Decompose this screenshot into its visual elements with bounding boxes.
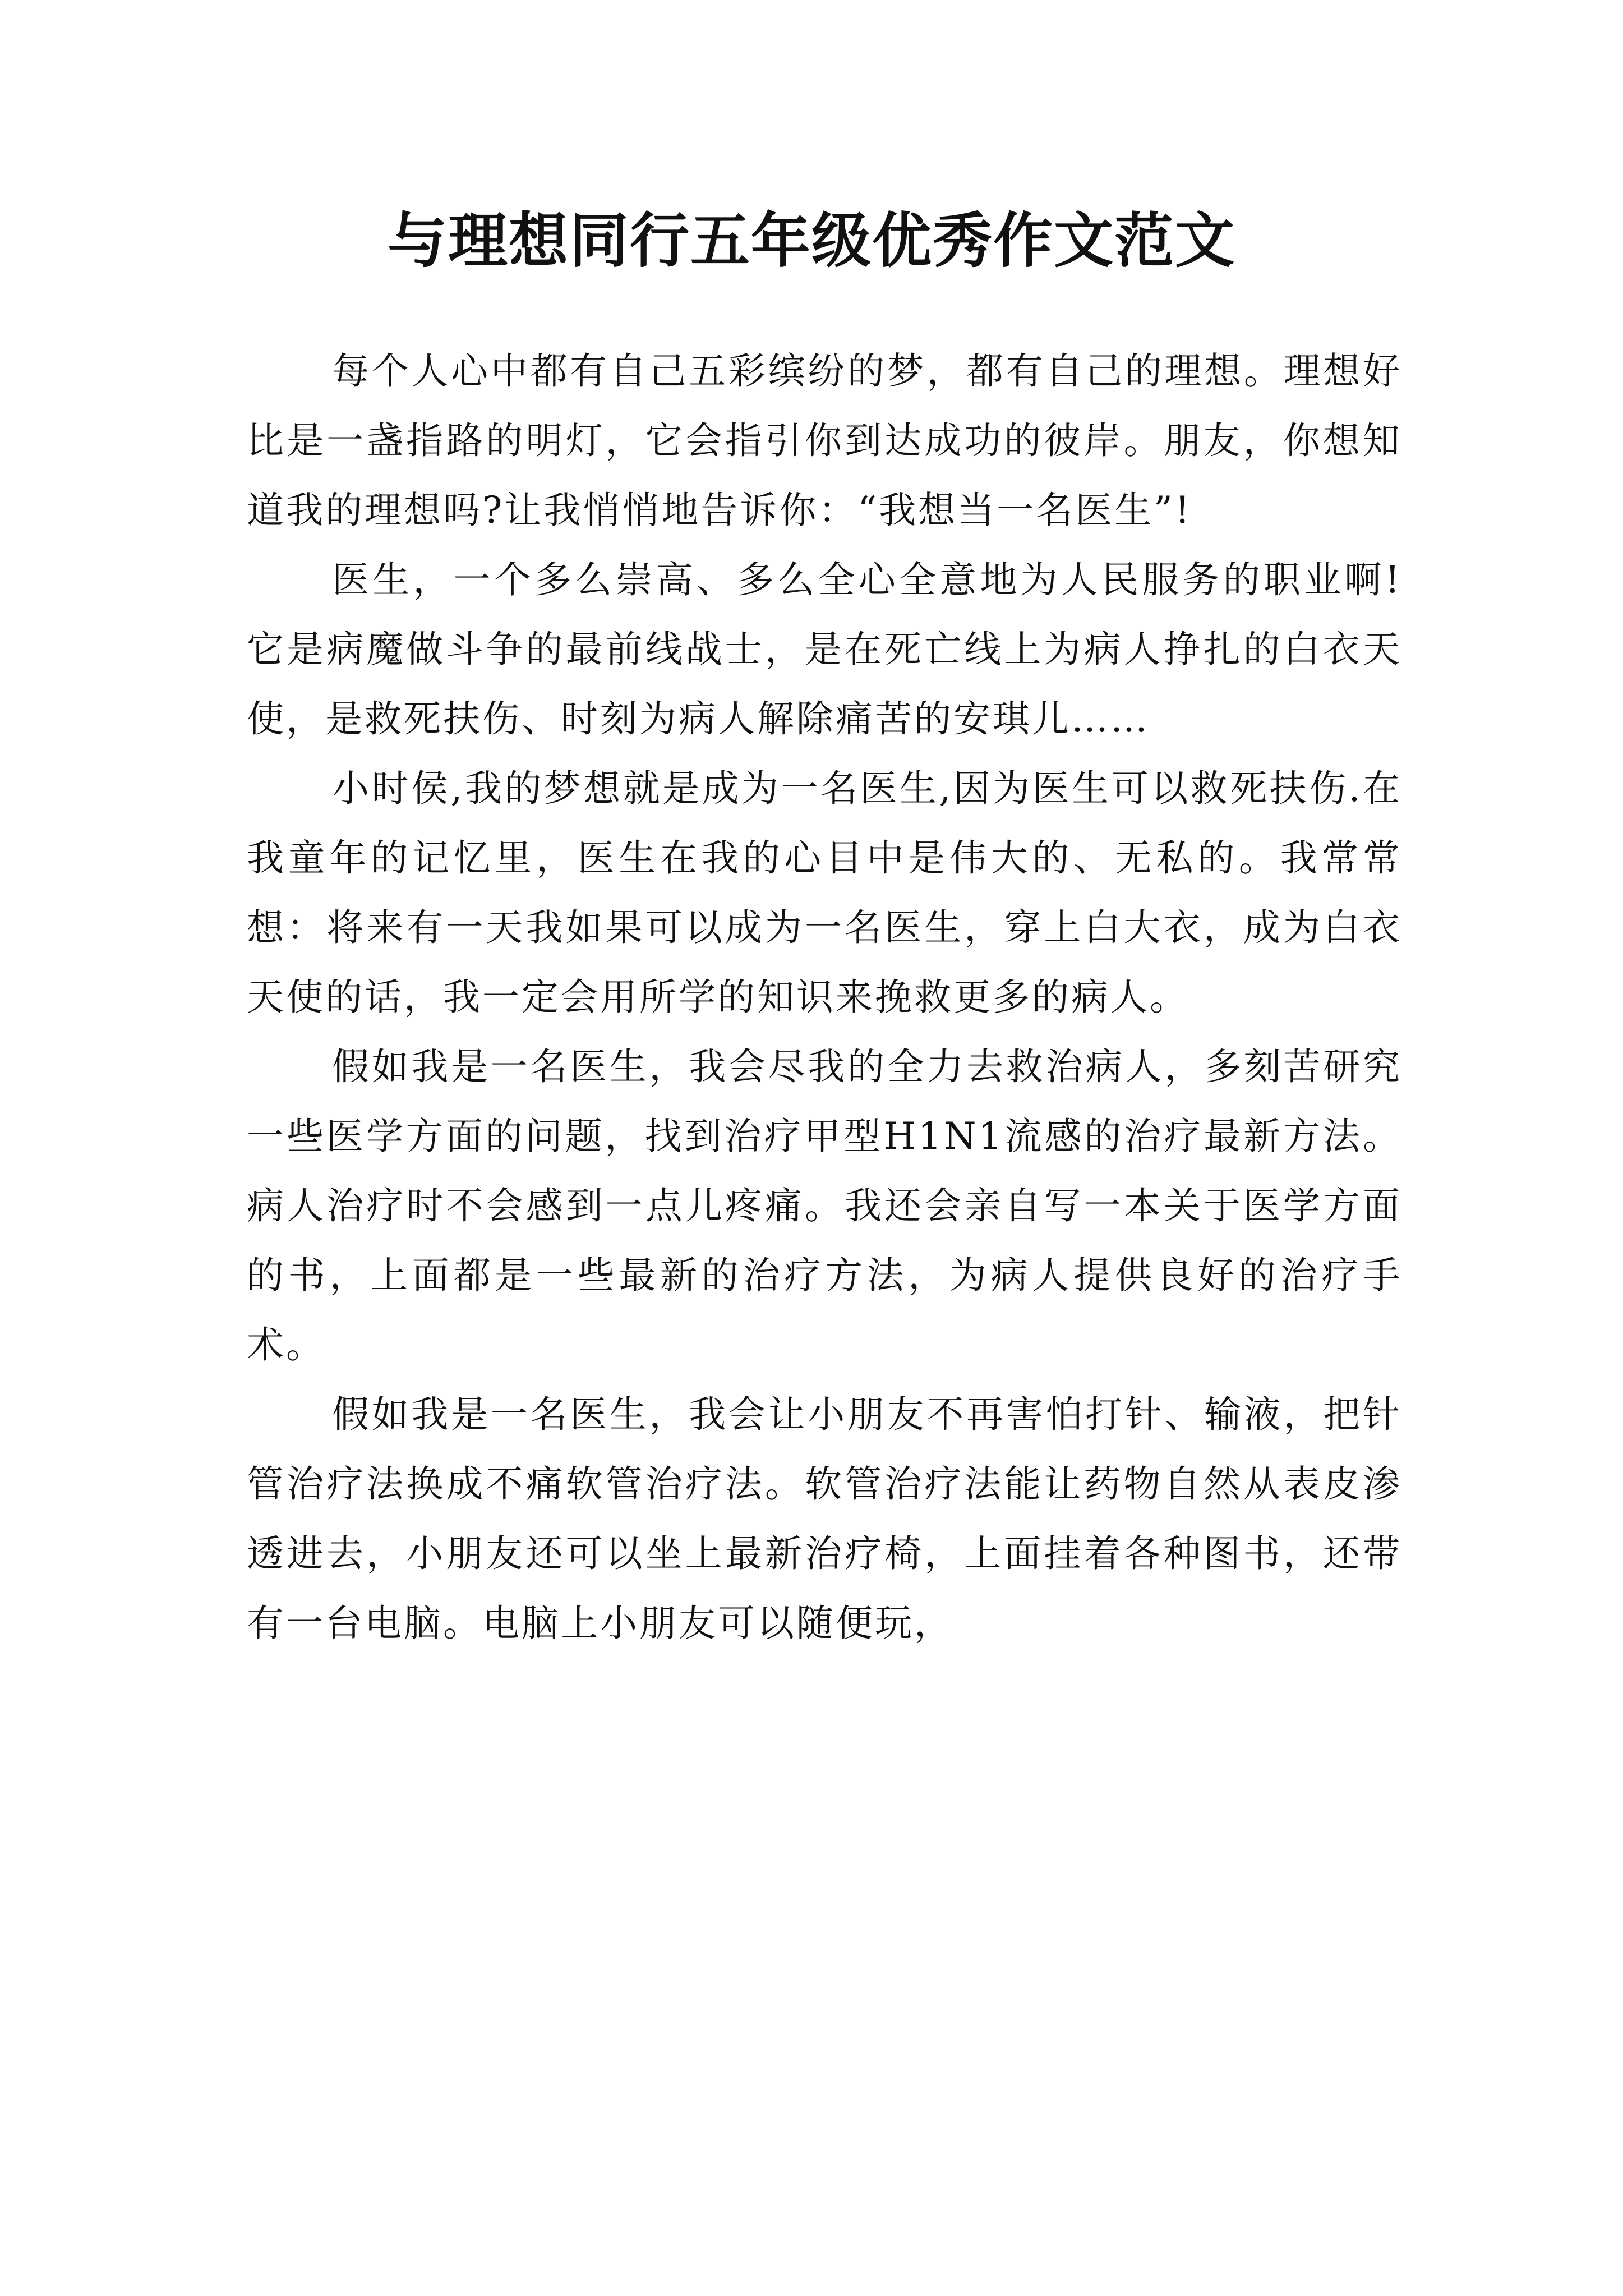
paragraph-4: 假如我是一名医生，我会尽我的全力去救治病人，多刻苦研究一些医学方面的问题，找到治疗甲型H1N1流感的治疗最新方法。病人治疗时不会感到一点儿疼痛。我还会亲自写一本关于医学方面的书，上面都是一些最新的治疗方法，为病人提供良好的治疗手术。 bbox=[247, 1045, 1402, 1366]
paragraph-1: 每个人心中都有自己五彩缤纷的梦，都有自己的理想。理想好比是一盏指路的明灯，它会指引你到达成功的彼岸。朋友，你想知道我的理想吗?让我悄悄地告诉你：“我想当一名医生”! bbox=[247, 349, 1402, 532]
document-body bbox=[247, 337, 1402, 1658]
paragraph-2: 医生，一个多么崇高、多么全心全意地为人民服务的职业啊!它是病魔做斗争的最前线战士，是在死亡线上为病人挣扎的白衣天使，是救死扶伤、时刻为病人解除痛苦的安琪儿…… bbox=[247, 558, 1402, 740]
paragraph-5: 假如我是一名医生，我会让小朋友不再害怕打针、输液，把针管治疗法换成不痛软管治疗法。软管治疗法能让药物自然从表皮渗透进去，小朋友还可以坐上最新治疗椅，上面挂着各种图书，还带有一台电脑。电脑上小朋友可以随便玩， bbox=[247, 1393, 1402, 1645]
paragraph-3: 小时侯,我的梦想就是成为一名医生,因为医生可以救死扶伤.在我童年的记忆里，医生在我的心目中是伟大的、无私的。我常常想：将来有一天我如果可以成为一名医生，穿上白大衣，成为白衣天使的话，我一定会用所学的知识来挽救更多的病人。 bbox=[247, 767, 1402, 1019]
document-title: 与理想同行五年级优秀作文范文 bbox=[388, 206, 1235, 275]
